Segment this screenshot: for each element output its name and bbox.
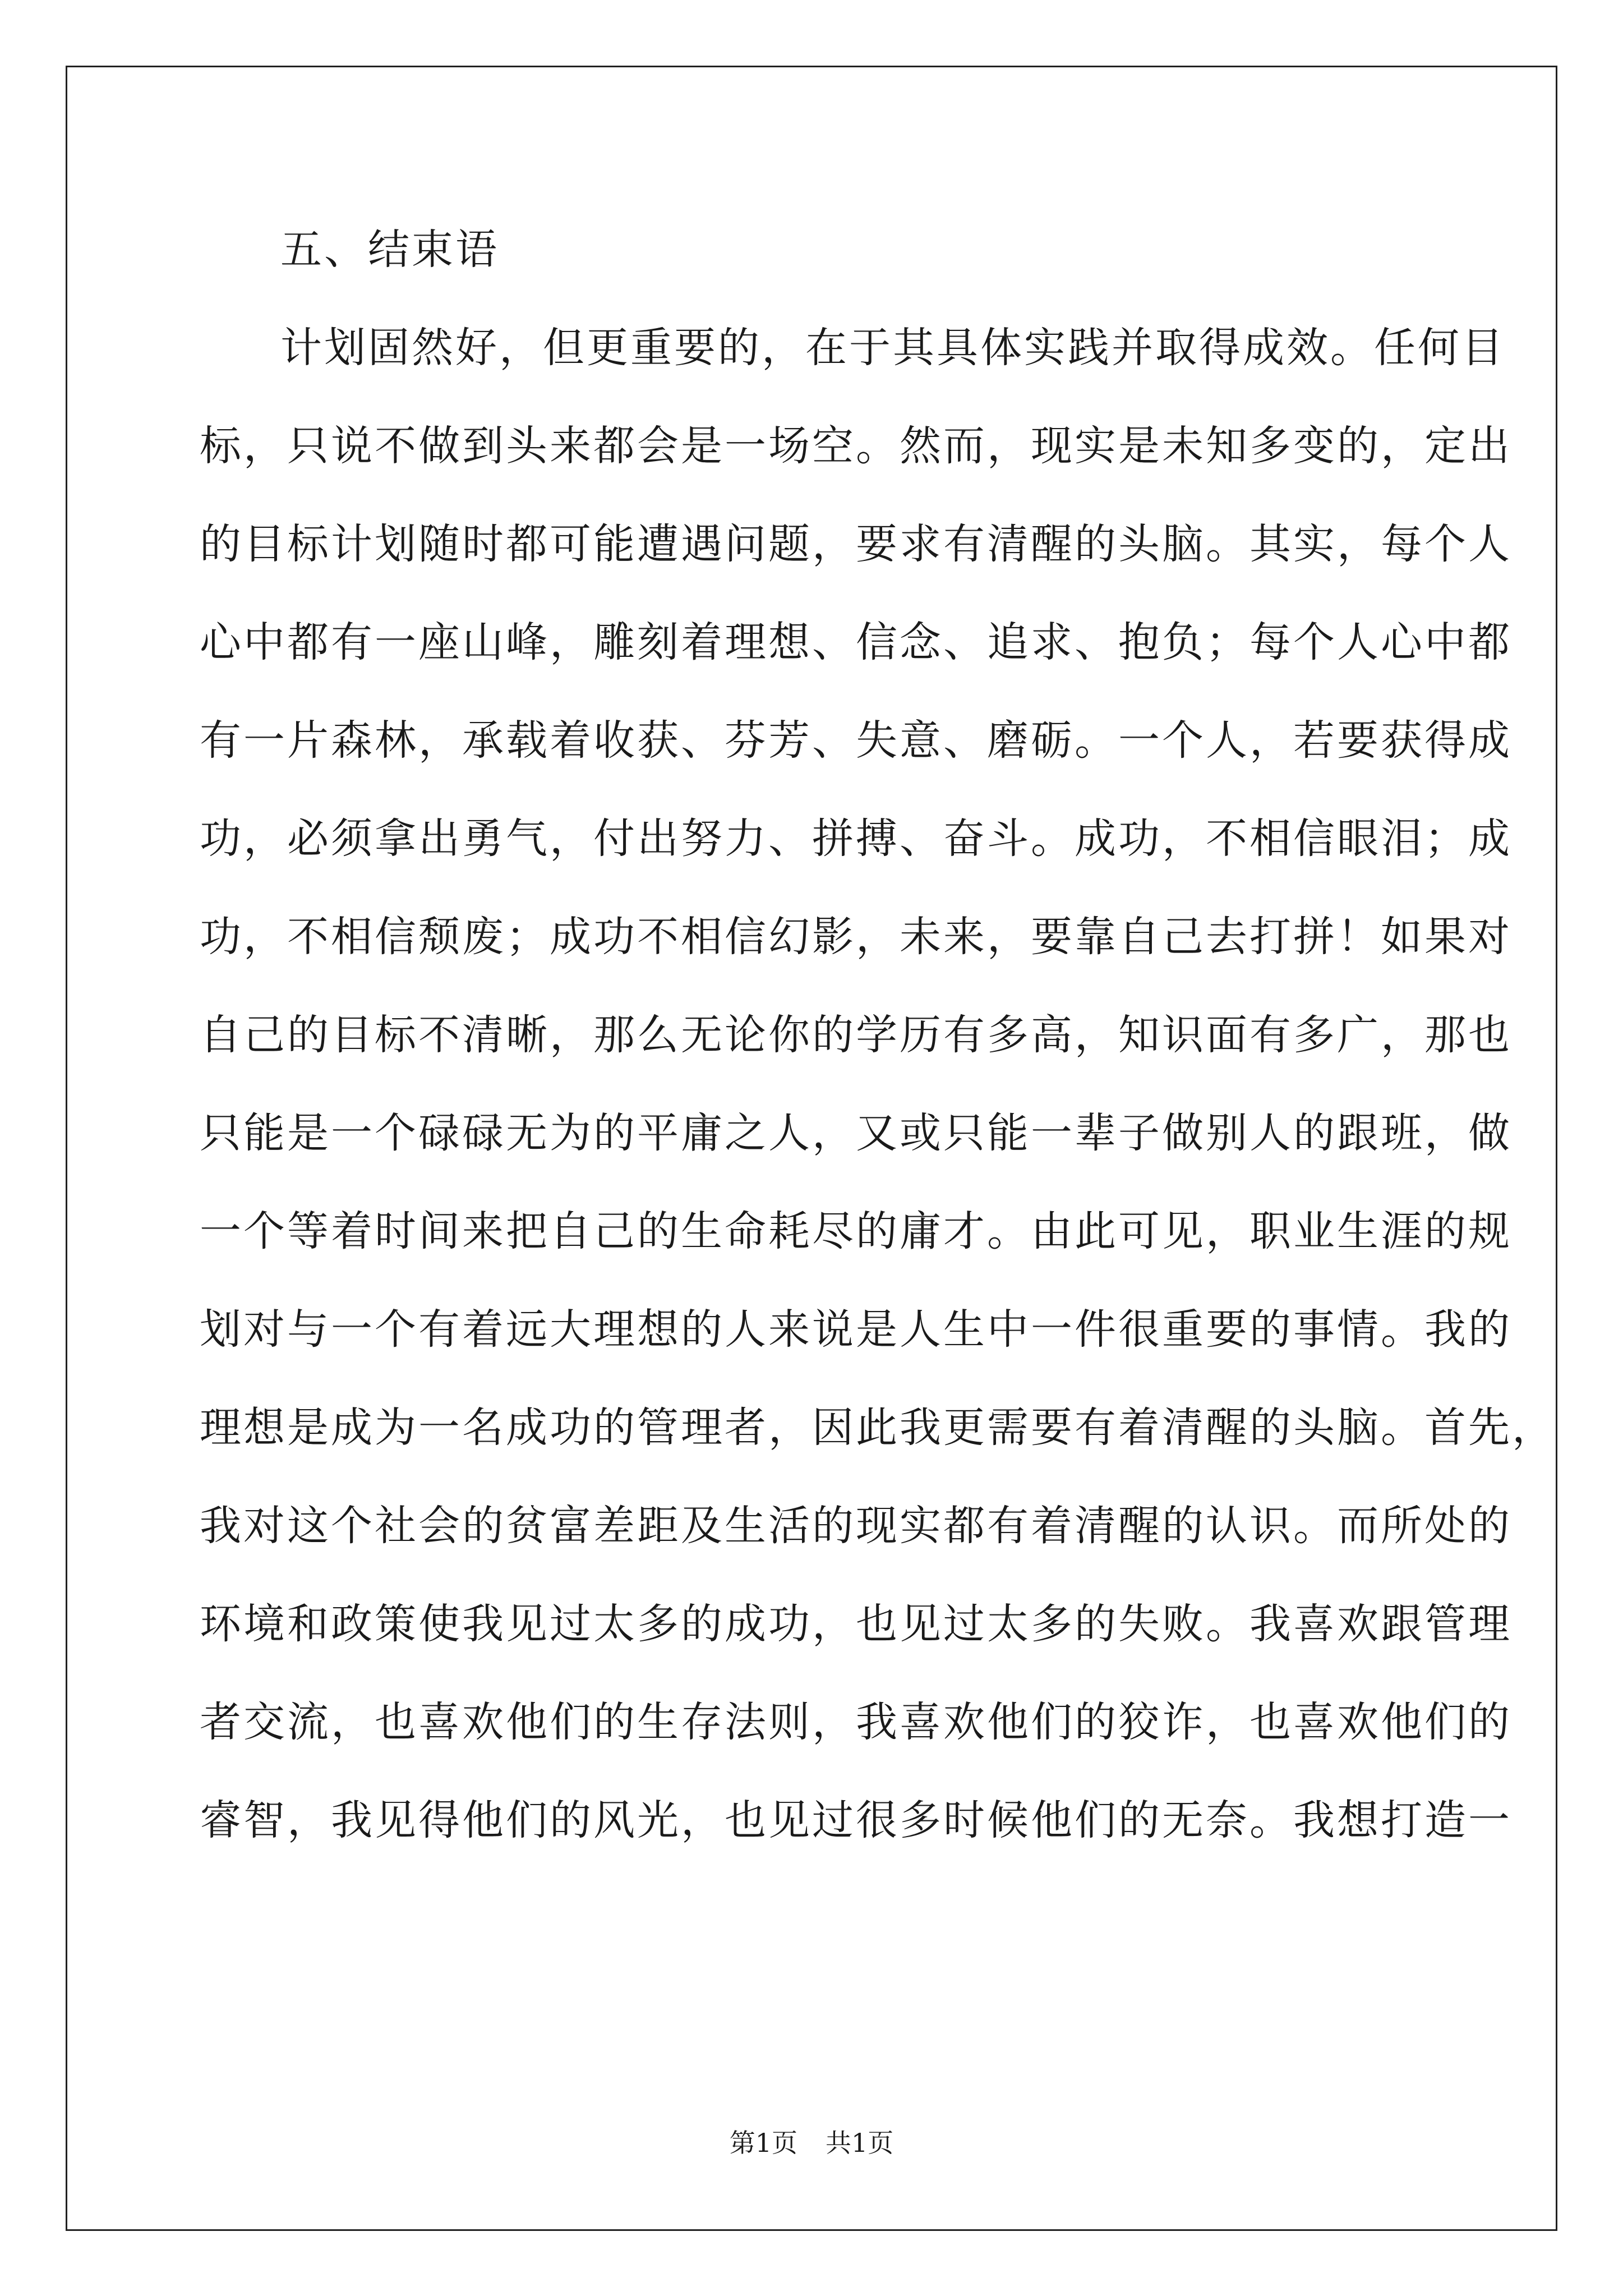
page-number-current: 第1页 — [729, 2128, 797, 2158]
paragraph-line: 一个等着时间来把自己的生命耗尽的庸才。由此可见，职业生涯的规 — [200, 1207, 1512, 1255]
paragraph-line: 划对与一个有着远大理想的人来说是人生中一件很重要的事情。我的 — [200, 1305, 1512, 1354]
page-footer — [0, 2126, 1623, 2160]
paragraph-line: 计划固然好，但更重要的，在于其具体实践并取得成效。任何目 — [280, 324, 1505, 372]
paragraph-line: 功，必须拿出勇气，付出努力、拼搏、奋斗。成功，不相信眼泪；成 — [200, 815, 1512, 863]
paragraph-line: 我对这个社会的贫富差距及生活的现实都有着清醒的认识。而所处的 — [200, 1502, 1512, 1550]
section-heading: 五、结束语 — [280, 226, 499, 274]
paragraph-line: 环境和政策使我见过太多的成功，也见过太多的失败。我喜欢跟管理 — [200, 1600, 1512, 1648]
paragraph-line: 的目标计划随时都可能遭遇问题，要求有清醒的头脑。其实，每个人 — [200, 520, 1512, 568]
paragraph-line: 睿智，我见得他们的风光，也见过很多时候他们的无奈。我想打造一 — [200, 1796, 1512, 1844]
paragraph-line: 有一片森林，承载着收获、芬芳、失意、磨砺。一个人，若要获得成 — [200, 716, 1512, 765]
paragraph-line: 只能是一个碌碌无为的平庸之人，又或只能一辈子做别人的跟班，做 — [200, 1109, 1512, 1157]
page-number-total: 共1页 — [826, 2128, 894, 2158]
paragraph-line: 心中都有一座山峰，雕刻着理想、信念、追求、抱负；每个人心中都 — [200, 618, 1512, 666]
paragraph-line: 者交流，也喜欢他们的生存法则，我喜欢他们的狡诈，也喜欢他们的 — [200, 1698, 1512, 1746]
paragraph-line: 理想是成为一名成功的管理者，因此我更需要有着清醒的头脑。首先， — [200, 1404, 1556, 1452]
paragraph-line: 标，只说不做到头来都会是一场空。然而，现实是未知多变的，定出 — [200, 422, 1512, 470]
paragraph-line: 功，不相信颓废；成功不相信幻影，未来，要靠自己去打拼！如果对 — [200, 913, 1512, 961]
paragraph-line: 自己的目标不清晰，那么无论你的学历有多高，知识面有多广，那也 — [200, 1011, 1512, 1059]
